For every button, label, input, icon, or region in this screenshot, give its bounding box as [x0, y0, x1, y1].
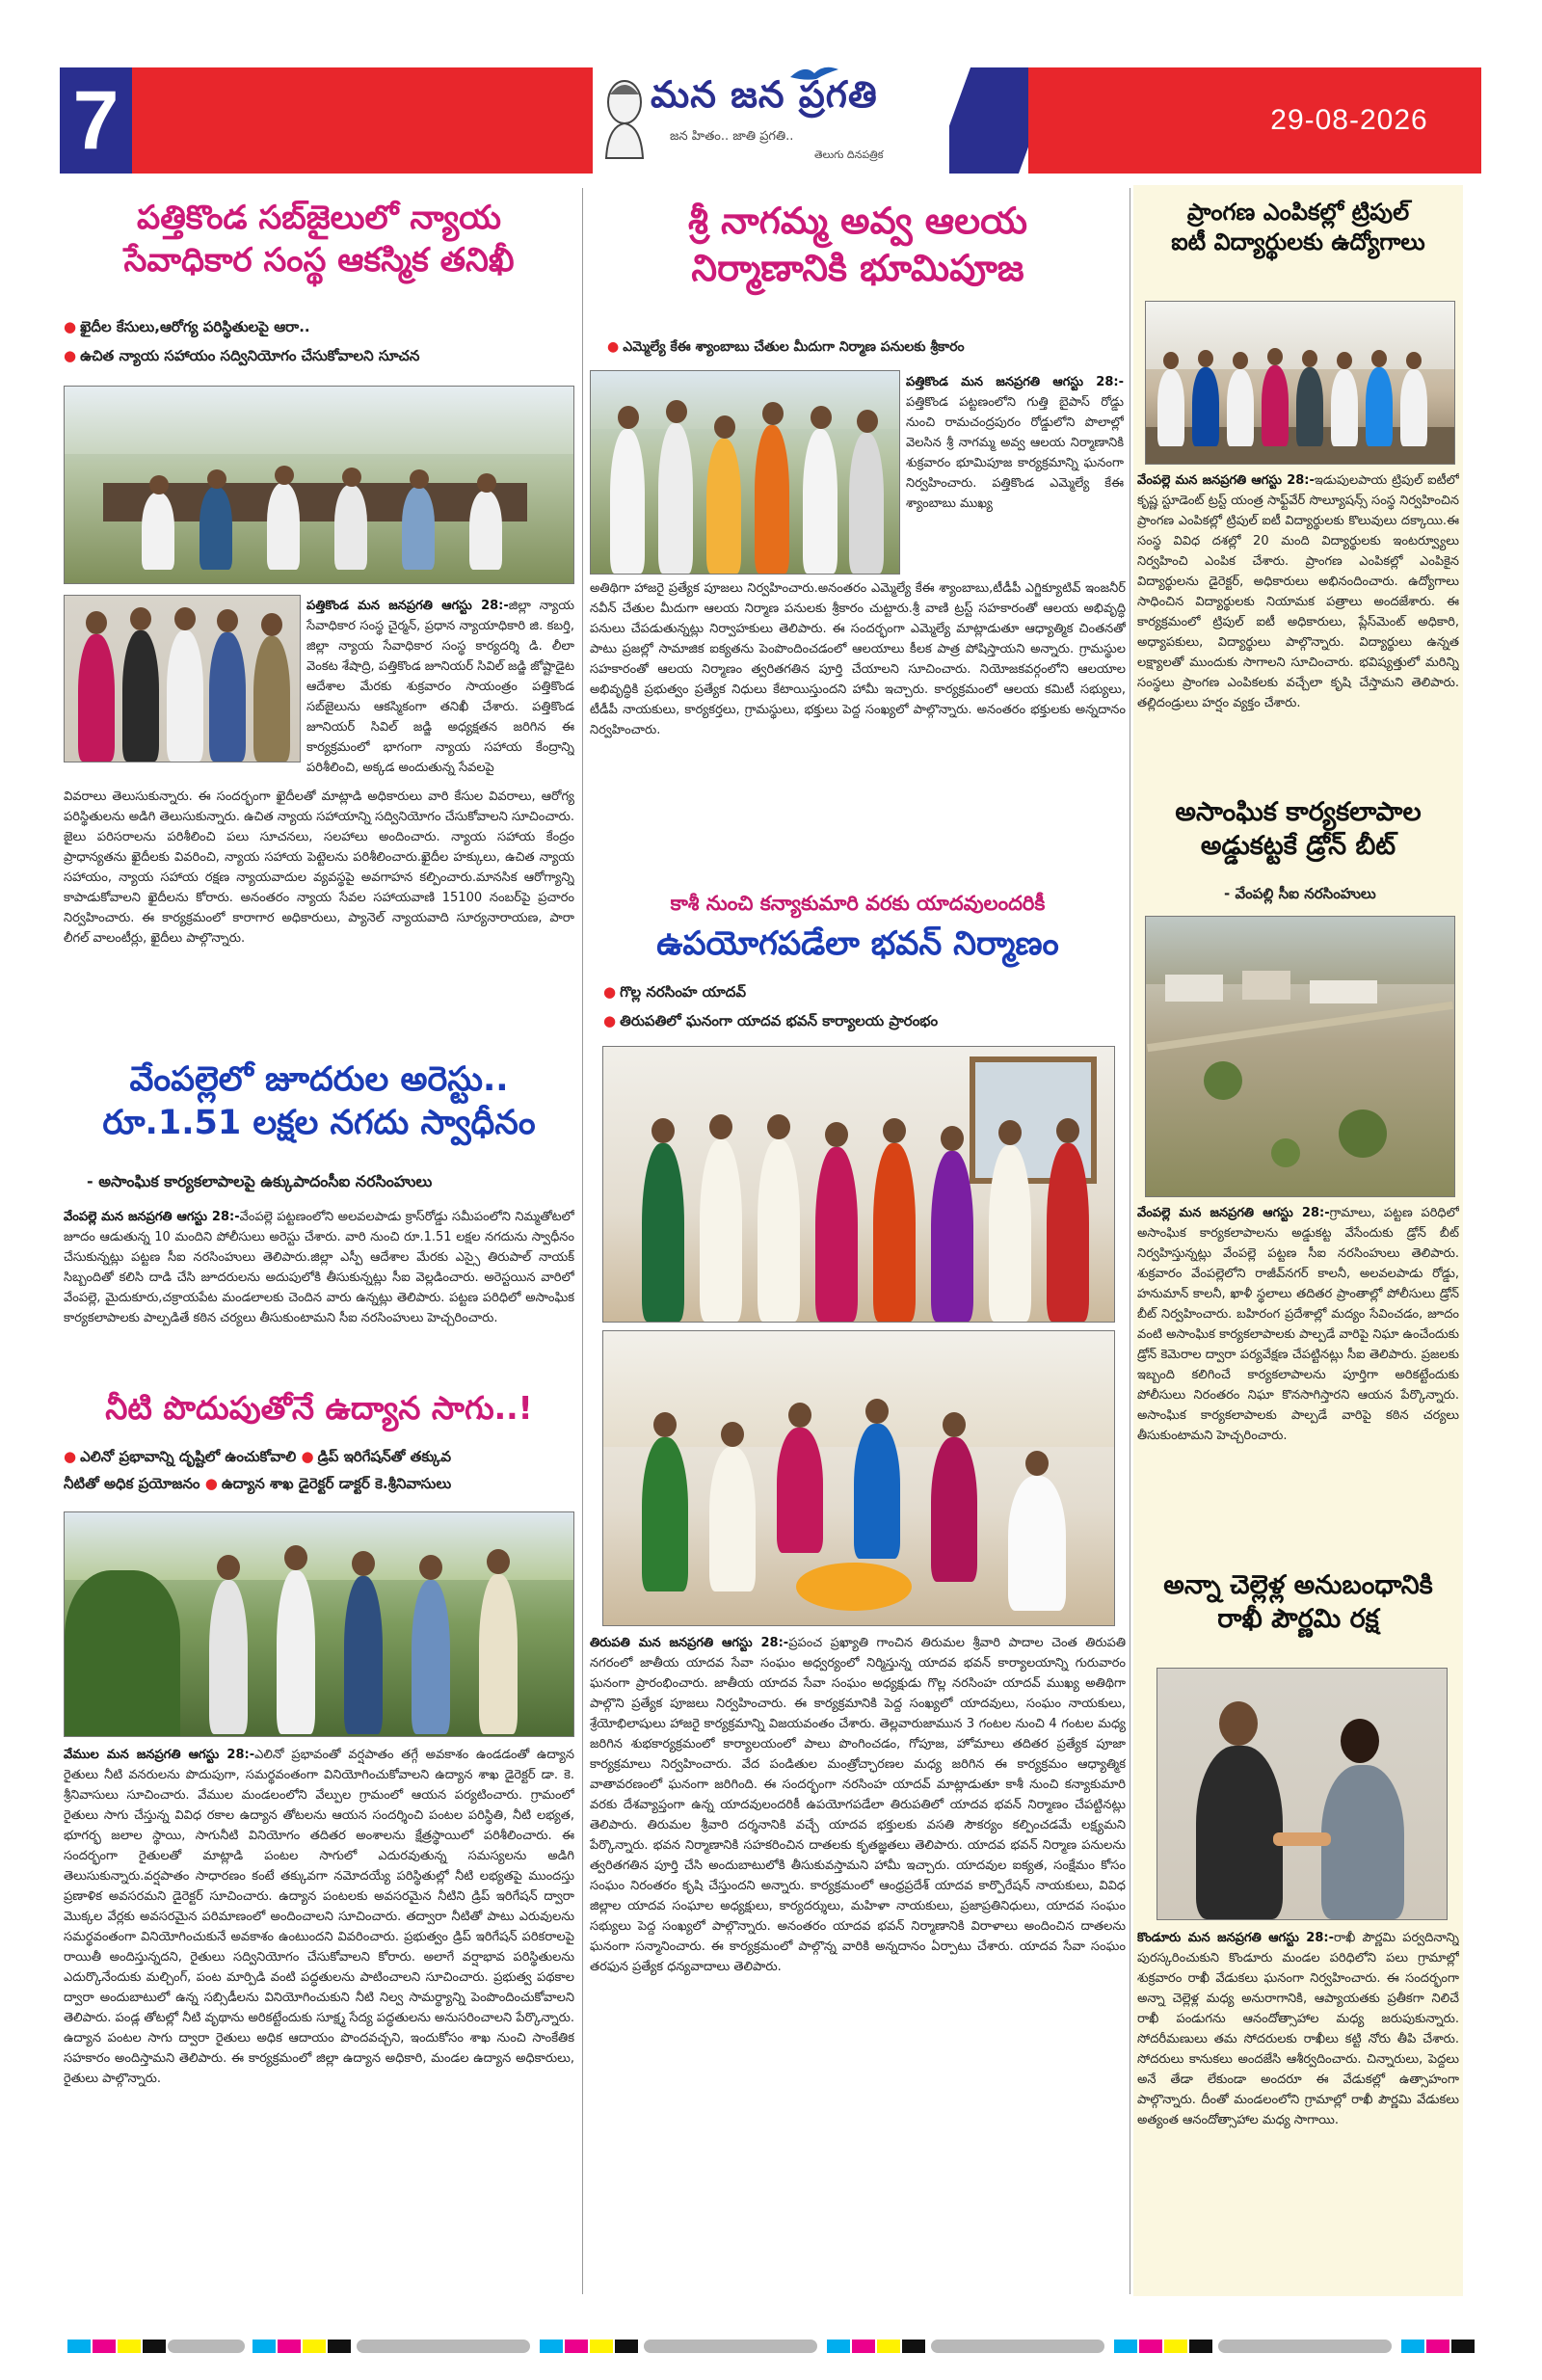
- story-body: వేంపల్లె మన జనప్రగతి ఆగస్టు 28:-గ్రామాలు, పట్టణ పరిధిలో అసాంఘిక కార్యకలాపాలను అడ్డుకట్ట వేసేందుకు డ్రోన్ బీట్ నిర్వహిస్తున్నట్లు వేంపల్లె పట్టణ సీఐ నరసింహులు తెలిపారు. శుక్రవారం వేంపల్లెలోని రాజీవ్‌నగర్ కాలనీ, అలవలపాడు రోడ్డు, హనుమాన్ కాలనీ, ఖాళీ స్థలాలు తదితర ప్రాంతాల్లో పోలీసులు డ్రోన్ బీట్ నిర్వహించారు. బహిరంగ ప్రదేశాల్లో మద్యం సేవించడం, జూదం వంటి అసాంఘిక కార్యకలాపాలకు పాల్పడే వారిపై నిఘా ఉంచేందుకు డ్రోన్ కెమెరాల ద్వారా పర్యవేక్షణ చేపట్టినట్లు సీఐ తెలిపారు. ప్రజలకు ఇబ్బంది కలిగించే కార్యకలాపాలను పూర్తిగా అరికట్టేందుకు పోలీసులు నిరంతరం నిఘా కొనసాగిస్తారని ఆయన పేర్కొన్నారు. అసాంఘిక కార్యకలాపాలకు పాల్పడే వారిపై కఠిన చర్యలు తీసుకుంటామని హెచ్చరించారు.: [1137, 1206, 1459, 1443]
- story-body: వేముల మన జనప్రగతి ఆగస్టు 28:-ఎలినో ప్రభావంతో వర్షపాతం తగ్గే అవకాశం ఉండడంతో ఉద్యాన రైతులు నీటి వనరులను పొదుపుగా, సమర్థవంతంగా వినియోగించుకోవాలని ఉద్యాన శాఖ డైరెక్టర్ డా. కె. శ్రీనివాసులు సూచించారు. వేముల మండలంలోని వేల్పుల గ్రామంలో ఆయన పర్యటించారు. గ్రామంలో రైతులు సాగు చేస్తున్న వివిధ రకాల ఉద్యాన తోటలను ఆయన సందర్శించి పంటల పరిస్థితి, నీటి లభ్యత, భూగర్భ జలాల స్థాయి, సాగునీటి వినియోగం తదితర అంశాలను క్షేత్రస్థాయిలో పరిశీలించారు. ఈ సందర్భంగా రైతులతో మాట్లాడి పంటల సాగులో ఎదురవుతున్న సమస్యలను అడిగి తెలుసుకున్నారు.వర్షపాతం సాధారణం కంటే తక్కువగా నమోదయ్యే పరిస్థితుల్లో నీటి లభ్యతపై ముందస్తు ప్రణాళిక అవసరమని డైరెక్టర్ సూచించారు. ఉద్యాన పంటలకు అవసరమైన నీటిని డ్రిప్ ఇరిగేషన్ ద్వారా మొక్కల వేర్లకు అవసరమైన పరిమాణంలో అందించాలని సూచించారు. తద్వారా నీటితో పాటు ఎరువులను సమర్థవంతంగా వినియోగించుకునే అవకాశం ఉంటుందని వివరించారు. ప్రభుత్వం డ్రిప్ ఇరిగేషన్ పరికరాలపై రాయితీ అందిస్తున్నదని, రైతులు సద్వినియోగం చేసుకోవాలని కోరారు. అలాగే వర్షాభావ పరిస్థితులను ఎదుర్కొనేందుకు మల్చింగ్, పంట మార్పిడి వంటి పద్ధతులను పాటించాలని సూచించారు. ప్రభుత్వ పథకాల ద్వారా అందుబాటులో ఉన్న సబ్సిడీలను వినియోగించుకుని నీటి నిల్వ సామర్థ్యాన్ని పెంపొందించుకోవాలని తెలిపారు. పండ్ల తోటల్లో నీటి వృథాను అరికట్టేందుకు సూక్ష్మ సేద్య పద్ధతులను అనుసరించాలని పేర్కొన్నారు. ఉద్యాన పంటల సాగు ద్వారా రైతులు అధిక ఆదాయం పొందవచ్చని, ఇందుకోసం శాఖ నుంచి సాంకేతిక సహకారం అందిస్తామని తెలిపారు. ఈ కార్యక్రమంలో జిల్లా ఉద్యాన అధికారి, మండల ఉద్యాన అధికారులు, రైతులు పాల్గొన్నారు.: [64, 1748, 574, 2086]
- story-kicker: కాశీ నుంచి కన్యాకుమారి వరకు యాదవులందరికీ: [670, 892, 1046, 915]
- yadava-bhavan-group-photo: [602, 1046, 1115, 1323]
- story-bullet: ● ఖైదీల కేసులు,ఆరోగ్య పరిస్థితులపై ఆరా..: [64, 318, 310, 335]
- story-body: వేంపల్లె మన జనప్రగతి ఆగస్టు 28:-వేంపల్లె పట్టణంలోని అలవలపాడు క్రాస్‌రోడ్డు సమీపంలోని నిమ్మతోటలో జూదం ఆడుతున్న 10 మందిని పోలీసులు అరెస్టు చేశారు. వారి నుంచి రూ.1.51 లక్షల నగదును స్వాధీనం చేసుకున్నట్లు పట్టణ సీఐ నరసింహులు తెలిపారు.జిల్లా ఎస్పీ ఆదేశాల మేరకు ఎస్సై తిరుపాల్ నాయక్ సిబ్బందితో కలిసి దాడి చేసి జూదరులను అదుపులోకి తీసుకున్నట్లు సీఐ వెల్లడించారు. అరెస్టయిన వారిలో వేంపల్లె, మైదుకూరు,చక్రాయపేట మండలాలకు చెందిన వారు ఉన్నట్లు తెలిపారు. పట్టణ పరిధిలో అసాంఘిక కార్యకలాపాలకు పాల్పడితే కఠిన చర్యలు తీసుకుంటామని సీఐ నరసింహులు హెచ్చరించారు.: [64, 1210, 574, 1325]
- officials-group-photo: [64, 595, 301, 762]
- story-headline: ఉపయోగపడేలా భవన్ నిర్మాణం: [656, 924, 1059, 963]
- story-body: పత్తికొండ మన జనప్రగతి ఆగస్టు 28:-జిల్లా న్యాయ సేవాధికార సంస్థ చైర్మన్, ప్రధాన న్యాయాధికారి జి. కబర్తి, జిల్లా న్యాయ సేవాధికార సంస్థ కార్యదర్శి డి. లీలా వెంకట శేషాద్రి, పత్తికొండ జూనియర్ సివిల్ జడ్జి జోష్టాడైట ఆదేశాల మేరకు శుక్రవారం సాయంత్రం పత్తికొండ సబ్‌జైలును ఆకస్మికంగా తనిఖీ చేశారు. పత్తికొండ జూనియర్ సివిల్ జడ్జి అధ్యక్షతన జరిగిన ఈ కార్యక్రమంలో భాగంగా న్యాయ సహాయ కేంద్రాన్ని పరిశీలించి, అక్కడ అందుతున్న సేవలపై: [306, 599, 574, 775]
- story-headline: శ్రీ నాగమ్మ అవ్వ ఆలయ నిర్మాణానికి భూమిపూజ: [688, 200, 1027, 289]
- raksha-bandhan-photo: [1156, 1668, 1448, 1920]
- paper-name: మన జన ప్రగతి: [651, 73, 878, 116]
- story-bullet: ● ఎలినో ప్రభావాన్ని దృష్టిలో ఉంచుకోవాలి ● డ్రిప్ ఇరిగేషన్‌తో తక్కువ: [64, 1448, 452, 1465]
- story-bullet: ● గొల్ల నరసింహ యాదవ్: [603, 983, 747, 1001]
- story-bullet: నీటితో అధిక ప్రయోజనం ● ఉద్యాన శాఖ డైరెక్టర్ డాక్టర్ కె.శ్రీనివాసులు: [64, 1475, 452, 1492]
- paper-language: తెలుగు దినపత్రిక: [814, 148, 884, 161]
- story-body: పత్తికొండ మన జనప్రగతి ఆగస్టు 28:-పత్తికొండ పట్టణంలోని గుత్తి బైపాస్ రోడ్డు నుంచి రామచంద్రపురం రోడ్డులోని పొలాల్లో వెలసిన శ్రీ నాగమ్మ అవ్వ ఆలయ నిర్మాణానికి శుక్రవారం భూమిపూజ కార్యక్రమాన్ని ఘనంగా నిర్వహించారు. పత్తికొండ ఎమ్మెల్యే కేఈ శ్యాంబాబు ముఖ్య: [906, 375, 1124, 511]
- story-headline: నీటి పొదుపుతోనే ఉద్యాన సాగు..!: [105, 1389, 533, 1427]
- issue-date: 29-08-2026: [1270, 104, 1428, 136]
- founder-portrait-icon: [598, 73, 651, 160]
- story-body: తిరుపతి మన జనప్రగతి ఆగస్టు 28:-ప్రపంచ ప్రఖ్యాతి గాంచిన తిరుమల శ్రీవారి పాదాల చెంత తిరుపతి నగరంలో జాతీయ యాదవ సేవా సంఘం అధ్వర్యంలో నిర్మిస్తున్న యాదవ భవన్ కార్యాలయాన్ని గురువారం ఘనంగా ప్రారంభించారు. జాతీయ యాదవ సేవా సంఘం అధ్యక్షుడు గొల్ల నరసింహ యాదవ్ ముఖ్య అతిథిగా పాల్గొని ప్రత్యేక పూజలు నిర్వహించారు. ఈ కార్యక్రమానికి పెద్ద సంఖ్యలో యాదవులు, సంఘం నాయకులు, శ్రేయోభిలాషులు హాజరై కార్యక్రమాన్ని విజయవంతం చేశారు. తెల్లవారుజామున 3 గంటల నుంచి 4 గంటల మధ్య జరిగిన శుభకార్యక్రమంలో కార్యాలయంలో పాలు పొంగించడం, గోపూజ, హోమాలు తదితర ప్రత్యేక పూజా కార్యక్రమాలు నిర్వహించారు. వేద పండితుల మంత్రోచ్ఛారణల మధ్య జరిగిన ఈ కార్యక్రమం ఆధ్యాత్మిక వాతావరణంలో ఘనంగా జరిగింది. ఈ సందర్భంగా నరసింహ యాదవ్ మాట్లాడుతూ కాశీ నుంచి కన్యాకుమారి వరకు దేశవ్యాప్తంగా ఉన్న యాదవులందరికీ ఉపయోగపడేలా తిరుపతిలో యాదవ భవన్ నిర్మాణం చేపట్టినట్లు తెలిపారు. తిరుమల శ్రీవారి దర్శనానికి వచ్చే యాదవ భక్తులకు వసతి సౌకర్యం కల్పించడమే లక్ష్యమని పేర్కొన్నారు. భవన నిర్మాణానికి సహకరించిన దాతలకు కృతజ్ఞతలు తెలిపారు. యాదవ భవన్ నిర్మాణ పనులను త్వరితగతిన పూర్తి చేసి అందుబాటులోకి తీసుకువస్తామని హామీ ఇచ్చారు. యాదవుల ఐక్యత, సంక్షేమం కోసం సంఘం నిరంతరం కృషి చేస్తుందని అన్నారు. కార్యక్రమంలో ఆంధ్రప్రదేశ్ యాదవ కార్పొరేషన్ నాయకులు, వివిధ జిల్లాల యాదవ సంఘాల అధ్యక్షులు, కార్యదర్శులు, మహిళా నాయకులు, ప్రజాప్రతినిధులు, యాదవ సంఘం సభ్యులు పెద్ద సంఖ్యలో పాల్గొన్నారు. అనంతరం యాదవ భవన్ నిర్మాణానికి విరాళాలు అందించిన దాతలను ఘనంగా సన్మానించారు. ఈ కార్యక్రమంలో పాల్గొన్న వారికి అన్నదానం ఏర్పాటు చేశారు. యాదవ సేవా సంఘం తరఫున ప్రత్యేక ధన్యవాదాలు తెలిపారు.: [590, 1636, 1126, 1974]
- drone-aerial-photo: [1145, 916, 1455, 1197]
- masthead-logo: [593, 60, 949, 174]
- story-body: అతిథిగా హాజరై ప్రత్యేక పూజలు నిర్వహించారు.అనంతరం ఎమ్మెల్యే కేఈ శ్యాంబాబు,టీడీపీ ఎగ్జిక్యూటివ్ ఇంజనీర్ నవీన్ చేతుల మీదుగా ఆలయ నిర్మాణ పనులకు శ్రీకారం చుట్టారు.శ్రీ వాణి ట్రస్ట్ సహకారంతో ఆలయ అభివృద్ధి పనులు చేపడుతున్నట్లు నిర్వాహకులు తెలిపారు. ఈ సందర్భంగా ఎమ్మెల్యే మాట్లాడుతూ ఆధ్యాత్మిక చింతనతో పాటు ప్రజల్లో సామాజిక ఐక్యతను పెంపొందించడంలో ఆలయాలు కీలక పాత్ర పోషిస్తాయని అన్నారు. గ్రామస్థుల సహకారంతో ఆలయ నిర్మాణం త్వరితగతిన పూర్తి చేయాలని సూచించారు. నియోజకవర్గంలోని ఆలయాల అభివృద్ధికి ప్రభుత్వం ప్రత్యేక నిధులు కేటాయిస్తుందని హామీ ఇచ్చారు. కార్యక్రమంలో ఆలయ కమిటీ సభ్యులు, టీడీపీ నాయకులు, కార్యకర్తలు, గ్రామస్థులు, భక్తులు పెద్ద సంఖ్యలో పాల్గొన్నారు. అనంతరం భక్తులకు అన్నదానం నిర్వహించారు.: [590, 581, 1126, 737]
- yadava-bhavan-puja-photo: [602, 1330, 1115, 1626]
- story-headline: అన్నా చెల్లెళ్ల అనుబంధానికి రాఖీ పౌర్ణమి రక్ష: [1163, 1570, 1433, 1634]
- story-body: కొండూరు మన జనప్రగతి ఆగస్టు 28:-రాఖీ పౌర్ణమి పర్వదినాన్ని పురస్కరించుకుని కొండూరు మండల పరిధిలోని పలు గ్రామాల్లో శుక్రవారం రాఖీ వేడుకలు ఘనంగా నిర్వహించారు. ఈ సందర్భంగా అన్నా చెల్లెళ్ల మధ్య అనురాగానికి, ఆప్యాయతకు ప్రతీకగా నిలిచే రాఖీ పండుగను ఆనందోత్సాహాల మధ్య జరుపుకున్నారు. సోదరీమణులు తమ సోదరులకు రాఖీలు కట్టి నోరు తీపి చేశారు. సోదరులు కానుకలు అందజేసి ఆశీర్వదించారు. చిన్నారులు, పెద్దలు అనే తేడా లేకుండా అందరూ ఈ వేడుకల్లో ఉత్సాహంగా పాల్గొన్నారు. దీంతో మండలంలోని గ్రామాల్లో రాఖీ పౌర్ణమి వేడుకలు అత్యంత ఆనందోత్సాహాల మధ్య సాగాయి.: [1137, 1931, 1459, 2127]
- bhoomi-puja-photo: [590, 370, 900, 575]
- story-bullet: ● ఉచిత న్యాయ సహాయం సద్వినియోగం చేసుకోవాలని సూచన: [64, 347, 420, 364]
- story-headline: ప్రాంగణ ఎంపికల్లో ట్రిపుల్ ఐటీ విద్యార్థులకు ఉద్యోగాలు: [1171, 199, 1425, 255]
- page-number: 7: [60, 67, 132, 174]
- story-byline: - అసాంఘిక కార్యకలాపాలపై ఉక్కుపాదంసీఐ నరసింహులు: [87, 1172, 433, 1190]
- column-rule: [582, 188, 583, 2294]
- campus-placement-photo: [1145, 301, 1455, 465]
- story-headline: అసాంఘిక కార్యకలాపాల అడ్డుకట్టకే డ్రోన్ బీట్: [1175, 797, 1422, 861]
- story-body: వేంపల్లె మన జనప్రగతి ఆగస్టు 28:-ఇడుపులపాయ ట్రిపుల్ ఐటీలో కృష్ణ స్టూడెంట్ ట్రస్ట్ యంత్ర సాఫ్ట్‌వేర్ సొల్యూషన్స్ సంస్థ నిర్వహించిన ప్రాంగణ ఎంపికల్లో ట్రిపుల్ ఐటీ విద్యార్థులకు కొలువులు దక్కాయి.ఈ సంస్థ వివిధ దశల్లో 20 మంది విద్యార్థులకు ఇంటర్వ్యూలు నిర్వహించి ఎంపిక చేశారు. ప్రాంగణ ఎంపికల్లో ఎంపికైన విద్యార్థులను డైరెక్టర్, అధికారులు అభినందించారు. ఉద్యోగాలు సాధించిన విద్యార్థులకు నియామక పత్రాలు అందజేశారు. ఈ కార్యక్రమంలో ట్రిపుల్ ఐటీ అధికారులు, ప్లేస్‌మెంట్ అధికారి, అధ్యాపకులు, విద్యార్థులు పాల్గొన్నారు. విద్యార్థులు ఉన్నత లక్ష్యాలతో ముందుకు సాగాలని సూచించారు. భవిష్యత్తులో మరిన్ని సంస్థలు ప్రాంగణ ఎంపికలకు వచ్చేలా కృషి చేస్తామని తెలిపారు. తల్లిదండ్రులు హర్షం వ్యక్తం చేశారు.: [1137, 473, 1459, 710]
- story-body: వివరాలు తెలుసుకున్నారు. ఈ సందర్భంగా ఖైదీలతో మాట్లాడి అధికారులు వారి కేసుల వివరాలు, ఆరోగ్య పరిస్థితులను అడిగి తెలుసుకున్నారు. ఉచిత న్యాయ సహాయాన్ని సద్వినియోగం చేసుకోవాలని సూచించారు. జైలు పరిసరాలను పరిశీలించి పలు సూచనలు, సలహాలు అందించారు. న్యాయ సహాయ కేంద్రం ప్రాధాన్యతను ఖైదీలకు వివరించి, న్యాయ సహాయ పెట్టెలను పరిశీలించారు.ఖైదీల హక్కులు, ఉచిత న్యాయ సహాయం, న్యాయ సహాయ రక్షణ న్యాయవాదుల వ్యవస్థపై అవగాహన కల్పించారు.మానసిక ఆరోగ్యాన్ని కాపాడుకోవాలని ఖైదీలను కోరారు. అనంతరం న్యాయ సేవల సహాయవాణి 15100 నంబర్‌పై ప్రచారం నిర్వహించారు. ఈ కార్యక్రమంలో కారాగార అధికారులు, ప్యానెల్ న్యాయవాది సూర్యనారాయణ, పారా లీగల్ వాలంటీర్లు, ఖైదీలు పాల్గొన్నారు.: [64, 789, 574, 946]
- paper-tagline: జన హితం.. జాతి ప్రగతి..: [670, 129, 794, 144]
- story-bullet: ● ఎమ్మెల్యే కేఈ శ్యాంబాబు చేతుల మీదుగా నిర్మాణ పనులకు శ్రీకారం: [607, 339, 965, 355]
- story-byline: - వేంపల్లి సీఐ నరసింహులు: [1224, 885, 1376, 902]
- story-headline: వేంపల్లెలో జూదరుల అరెస్టు.. రూ.1.51 లక్షల నగదు స్వాధీనం: [102, 1060, 536, 1142]
- story-headline: పత్తికొండ సబ్‌జైలులో న్యాయ సేవాధికార సంస్థ ఆకస్మిక తనిఖీ: [123, 199, 515, 280]
- horticulture-field-photo: [64, 1511, 574, 1737]
- jail-inspection-photo: [64, 386, 574, 584]
- story-bullet: ● తిరుపతిలో ఘనంగా యాదవ భవన్ కార్యాలయ ప్రారంభం: [603, 1012, 939, 1030]
